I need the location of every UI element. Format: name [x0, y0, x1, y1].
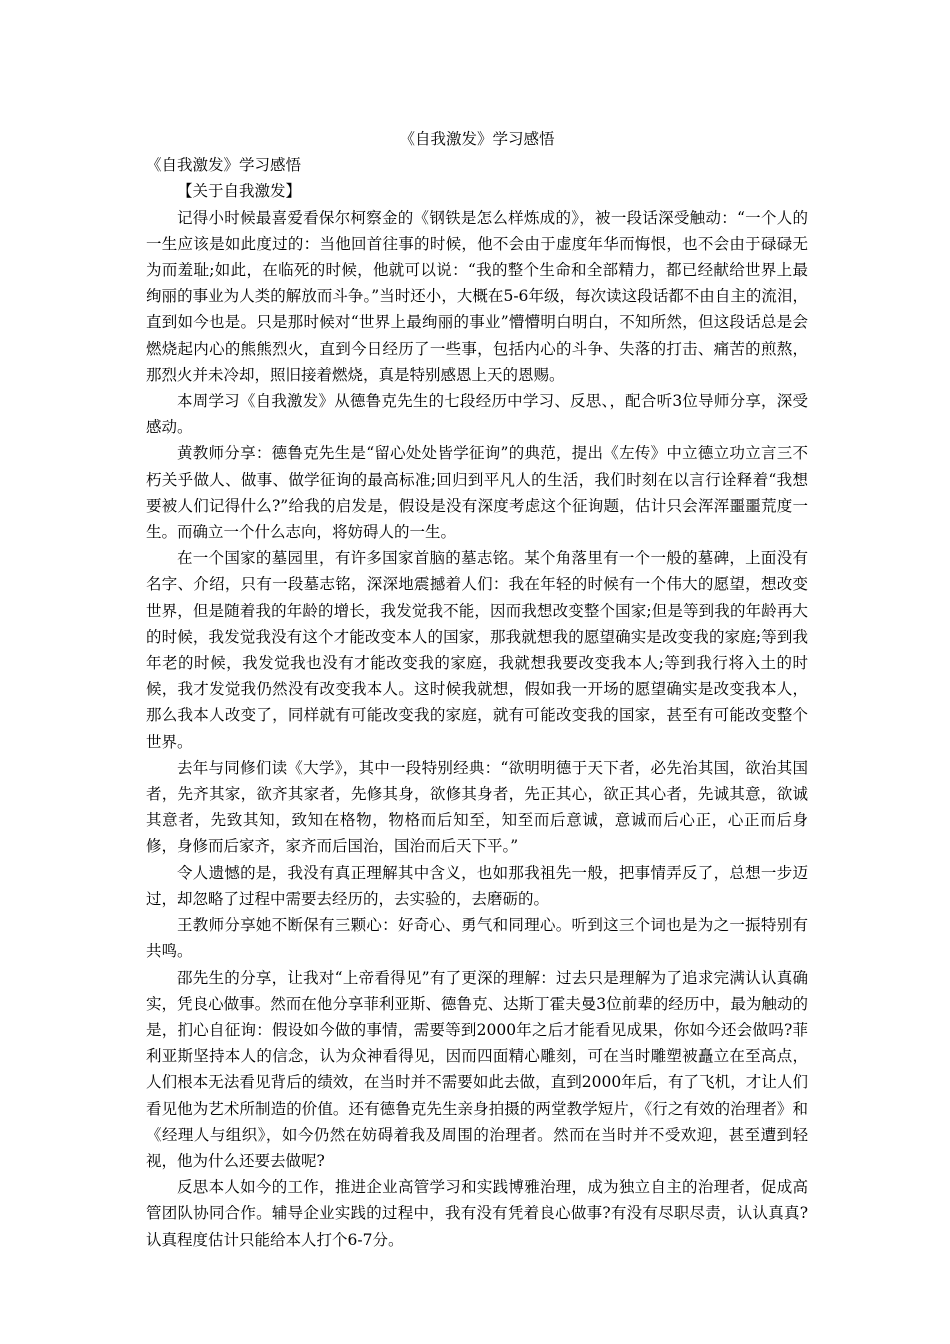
paragraph-5: 去年与同修们读《大学》，其中一段特别经典：“欲明明德于天下者，必先治其国，欲治其国者，先齐其家，欲齐其家者，先修其身，欲修其身者，先正其心，欲正其心者，先诚其意，欲诚其意者，先致其知，致知在格物，物格而后知至，知至而后意诚，意诚而后心正，心正而后身修，身修而后家齐，家齐而后国治，国治而后天下平。” [146, 758, 808, 856]
paragraph-6: 令人遗憾的是，我没有真正理解其中含义，也如那我祖先一般，把事情弄反了，总想一步迈过，却忽略了过程中需要去经历的，去实验的，去磨砺的。 [146, 863, 808, 908]
document-subtitle: 《自我激发》学习感悟 [146, 156, 302, 175]
paragraph-7: 王教师分享她不断保有三颗心：好奇心、勇气和同理心。听到这三个词也是为之一振特别有共鸣。 [146, 916, 808, 961]
paragraph-8: 邵先生的分享，让我对“上帝看得见”有了更深的理解：过去只是理解为了追求完满认认真确实，凭良心做事。然而在他分享菲利亚斯、德鲁克、达斯丁霍夫曼3位前辈的经历中，最为触动的是，扪心自征询：假设如今做的事情，需要等到2000年之后才能看见成果，你如今还会做吗?菲利亚斯坚持本人的信念，认为众神看得见，因而四面精心雕刻，可在当时雕塑被矗立在至高点，人们根本无法看见背后的绩效，在当时并不需要如此去做，直到2000年后，有了飞机，才让人们看见他为艺术所制造的价值。还有德鲁克先生亲身拍摄的两堂教学短片，《行之有效的治理者》和《经理人与组织》，如今仍然在妨碍着我及周围的治理者。然而在当时并不受欢迎，甚至遭到轻视，他为什么还要去做呢? [146, 968, 808, 1170]
section-heading: 【关于自我激发】 [177, 182, 302, 201]
document-body [146, 126, 808, 1253]
paragraph-9: 反思本人如今的工作，推进企业高管学习和实践博雅治理，成为独立自主的治理者，促成高管团队协同合作。辅导企业实践的过程中，我有没有凭着良心做事?有没有尽职尽责，认认真真?认真程度估计只能给本人打个6-7分。 [146, 1178, 808, 1249]
paragraph-4: 在一个国家的墓园里，有许多国家首脑的墓志铭。某个角落里有一个一般的墓碑，上面没有名字、介绍，只有一段墓志铭，深深地震撼着人们：我在年轻的时候有一个伟大的愿望，想改变世界，但是随着我的年龄的增长，我发觉我不能，因而我想改变整个国家;但是等到我的年龄再大的时候，我发觉我没有这个才能改变本人的国家，那我就想我的愿望确实是改变我的家庭;等到我年老的时候，我发觉我也没有才能改变我的家庭，我就想我要改变我本人;等到我行将入土的时候，我才发觉我仍然没有改变我本人。这时候我就想，假如我一开场的愿望确实是改变我本人，那么我本人改变了，同样就有可能改变我的家庭，就有可能改变我的国家，甚至有可能改变整个世界。 [146, 549, 808, 751]
paragraph-2: 本周学习《自我激发》从德鲁克先生的七段经历中学习、反思、，配合听3位导师分享，深受感动。 [146, 392, 808, 437]
paragraph-1: 记得小时候最喜爱看保尔柯察金的《钢铁是怎么样炼成的》，被一段话深受触动：“一个人的一生应该是如此度过的：当他回首往事的时候，他不会由于虚度年华而悔恨，也不会由于碌碌无为而羞耻;如此，在临死的时候，他就可以说：“我的整个生命和全部精力，都已经献给世界上最绚丽的事业为人类的解放而斗争。”当时还小，大概在5-6年级，每次读这段话都不由自主的流泪，直到如今也是。只是那时候对“世界上最绚丽的事业”懵懵明白明白，不知所然，但这段话总是会燃烧起内心的熊熊烈火，直到今日经历了一些事，包括内心的斗争、失落的打击、痛苦的煎熬，那烈火并未冷却，照旧接着燃烧，真是特别感恩上天的恩赐。 [146, 208, 808, 384]
paragraph-3: 黄教师分享：德鲁克先生是“留心处处皆学征询”的典范，提出《左传》中立德立功立言三不朽关乎做人、做事、做学征询的最高标准;回归到平凡人的生活，我们时刻在以言行诠释着“我想要被人们记得什么?”给我的启发是，假设是没有深度考虑这个征询题，估计只会浑浑噩噩荒度一生。而确立一个什么志向，将妨碍人的一生。 [146, 444, 808, 542]
document-title: 《自我激发》学习感悟 [399, 130, 555, 148]
